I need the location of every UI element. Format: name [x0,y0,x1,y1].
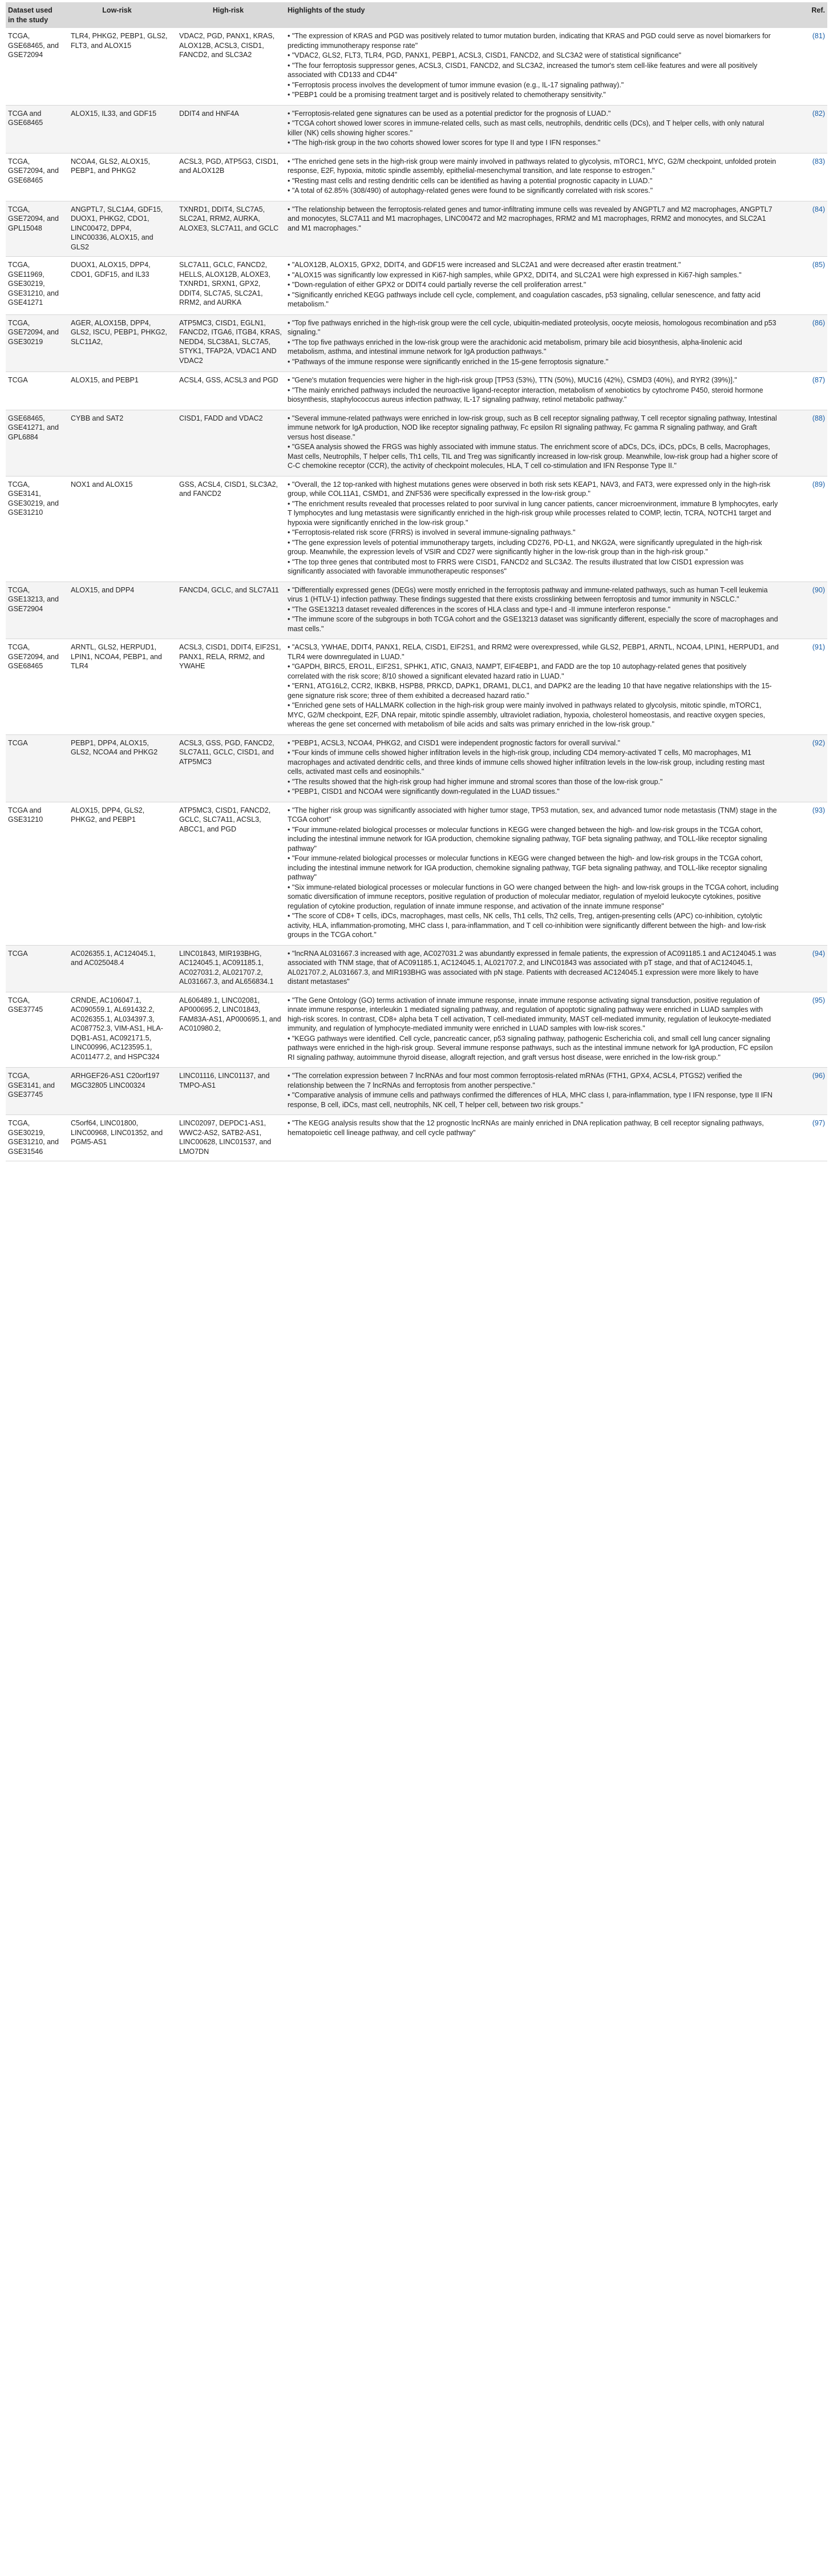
highlights-cell [285,945,782,992]
dataset-cell: TCGA, GSE13213, and GSE72904 [6,582,63,639]
highlight-item: • "The immune score of the subgroups in both TCGA cohort and the GSE13213 dataset was significantly different, especially the score of macrophages and mast cells." [288,615,779,633]
highlight-item: • "ACSL3, YWHAE, DDIT4, PANX1, RELA, CISD1, EIF2S1, and RRM2 were overexpressed, while GLS2, PEBP1, ARNTL, NCOA4, LPIN1, HERPUD1, and TLR4 were downregulated in LUAD." [288,643,779,661]
table-row [6,372,827,410]
reference-link[interactable]: (92) [782,734,827,802]
low-risk-cell: CYBB and SAT2 [63,410,171,476]
low-risk-cell: ALOX15, and DPP4 [63,582,171,639]
header-highlights: Highlights of the study [285,2,782,28]
reference-link[interactable]: (89) [782,476,827,582]
low-risk-cell: TLR4, PHKG2, PEBP1, GLS2, FLT3, and ALOX15 [63,28,171,105]
reference-link[interactable]: (90) [782,582,827,639]
table-body [6,28,827,1161]
low-risk-cell: ALOX15, DPP4, GLS2, PHKG2, and PEBP1 [63,802,171,945]
highlights-cell [285,1115,782,1161]
highlight-item: • "PEBP1 could be a promising treatment target and is positively related to chemotherapy sensitivity." [288,90,779,100]
high-risk-cell: ATP5MC3, CISD1, FANCD2, GCLC, SLC7A11, ACSL3, ABCC1, and PGD [171,802,285,945]
dataset-cell: TCGA [6,372,63,410]
header-ref: Ref. [782,2,827,28]
dataset-cell: TCGA [6,734,63,802]
high-risk-cell: GSS, ACSL4, CISD1, SLC3A2, and FANCD2 [171,476,285,582]
highlight-item: • "Comparative analysis of immune cells and pathways confirmed the differences of HLA, MHC class I, para-inflammation, type I IFN response, type II IFN response, B cell, iDCs, mast cell, neutrophils, NK cell, T helper cell, between two risk groups." [288,1091,779,1109]
high-risk-cell: LINC01116, LINC01137, and TMPO-AS1 [171,1068,285,1115]
reference-link[interactable]: (88) [782,410,827,476]
reference-link[interactable]: (97) [782,1115,827,1161]
reference-link[interactable]: (84) [782,201,827,257]
high-risk-cell: DDIT4 and HNF4A [171,105,285,153]
high-risk-cell: FANCD4, GCLC, and SLC7A11 [171,582,285,639]
highlights-cell [285,257,782,315]
highlight-item: • "VDAC2, GLS2, FLT3, TLR4, PGD, PANX1, PEBP1, ACSL3, CISD1, FANCD2, and SLC3A2 were of statistical significance" [288,51,779,60]
highlights-cell [285,992,782,1068]
highlight-item: • "ALOX15 was significantly low expressed in Ki67-high samples, while GPX2, DDIT4, and SLC2A1 were high expressed in Ki67-high samples." [288,270,779,280]
high-risk-cell: ACSL3, PGD, ATP5G3, CISD1, and ALOX12B [171,153,285,201]
high-risk-cell: ATP5MC3, CISD1, EGLN1, FANCD2, ITGA6, ITGB4, KRAS, NEDD4, SLC38A1, SLC7A5, STYK1, TFAP2A, VDAC1 AND VDAC2 [171,314,285,372]
dataset-cell: TCGA, GSE3141, and GSE37745 [6,1068,63,1115]
highlights-cell [285,582,782,639]
highlights-cell [285,802,782,945]
table-row [6,105,827,153]
highlight-item: • "The Gene Ontology (GO) terms activation of innate immune response, innate immune response activating signal transduction, positive regulation of innate immune response, interleukin 1 mediated signaling pathway, and regulation of apoptotic signaling pathway were enriched in LUAD samples with high-risk scores. In contrast, CD8+ alpha beta T cell activation, T cell-mediated immunity, MAST cell-mediated immunity, regulation of leukocyte-mediated immunity, and regulation of lymphocyte-mediated immunity were enriched in LUAD samples with low-risk scores." [288,996,779,1033]
dataset-cell: TCGA, GSE68465, and GSE72094 [6,28,63,105]
highlight-item: • "Several immune-related pathways were enriched in low-risk group, such as B cell receptor signaling pathway, T cell receptor signaling pathway, Intestinal immune network for IgA production, NOD like receptor signaling pathway, Fc epsilon RI signaling pathway, Fc gamma R signaling pathway, and Graft versus host disease." [288,414,779,442]
highlight-item: • "The top three genes that contributed most to FRRS were CISD1, FANCD2 and SLC3A2. The results illustrated that low CISD1 expression was significantly associated with favorable immunotherapeutic responses" [288,558,779,576]
reference-link[interactable]: (91) [782,639,827,735]
highlight-item: • "ALOX12B, ALOX15, GPX2, DDIT4, and GDF15 were increased and SLC2A1 and were decreased after erastin treatment." [288,260,779,270]
highlight-item: • "The KEGG analysis results show that the 12 prognostic lncRNAs are mainly enriched in DNA replication pathway, B cell receptor signaling pathways, hematopoietic cell lineage pathway, and cell cycle pathway" [288,1119,779,1137]
low-risk-cell: NCOA4, GLS2, ALOX15, PEBP1, and PHKG2 [63,153,171,201]
dataset-cell: GSE68465, GSE41271, and GPL6884 [6,410,63,476]
reference-link[interactable]: (87) [782,372,827,410]
table-row [6,257,827,315]
high-risk-cell: VDAC2, PGD, PANX1, KRAS, ALOX12B, ACSL3, CISD1, FANCD2, and SLC3A2 [171,28,285,105]
highlights-cell [285,105,782,153]
highlight-item: • "KEGG pathways were identified. Cell cycle, pancreatic cancer, p53 signaling pathway, pathogenic Escherichia coli, and small cell lung cancer signaling pathways were enriched in the high-risk group. Several immune response pathways, such as the intestinal immune network for IgA production, FC epsilon RI signaling pathway, autoimmune thyroid disease, allograft rejection, and graft versus host disease, were enriched in the low-risk group." [288,1034,779,1063]
highlight-item: • "GAPDH, BIRC5, ERO1L, EIF2S1, SPHK1, ATIC, GNAI3, NAMPT, EIF4EBP1, and FADD are the top 10 autophagy-related genes that positively correlated with the risk score; 8/10 showed a significant elevated hazard ratio in LUAD." [288,662,779,681]
reference-link[interactable]: (95) [782,992,827,1068]
study-table [6,2,827,1161]
highlight-item: • "The gene expression levels of potential immunotherapy targets, including CD276, PD-L1, and NKG2A, were significantly upregulated in the high-risk group. Meanwhile, the expression levels of VSIR and CD27 were significantly higher in the low-risk group than in the high-risk group." [288,538,779,557]
table-row [6,992,827,1068]
header-low-risk: Low-risk [63,2,171,28]
dataset-cell: TCGA, GSE30219, GSE31210, and GSE31546 [6,1115,63,1161]
highlight-item: • "Pathways of the immune response were significantly enriched in the 15-gene ferroptosis signature." [288,357,779,367]
highlight-item: • "Ferroptosis-related gene signatures can be used as a potential predictor for the prognosis of LUAD." [288,109,779,119]
high-risk-cell: LINC02097, DEPDC1-AS1, WWC2-AS2, SATB2-AS1, LINC00628, LINC01537, and LMO7DN [171,1115,285,1161]
highlight-item: • "ERN1, ATG16L2, CCR2, IKBKB, HSPB8, PRKCD, DAPK1, DRAM1, DLC1, and DAPK2 are the leading 10 that have negative relationships with the 15-gene signature risk score; three of them exhibited a decreased hazard ratio." [288,681,779,700]
highlights-cell [285,1068,782,1115]
table-row [6,476,827,582]
highlight-item: • "The four ferroptosis suppressor genes, ACSL3, CISD1, FANCD2, and SLC3A2, increased the tumor's stem cell-like features and were all positively associated with CD133 and CD44" [288,61,779,80]
table-row [6,153,827,201]
highlight-item: • "Six immune-related biological processes or molecular functions in GO were changed between the high- and low-risk groups in the TCGA cohort, including somatic diversification of immune receptors, positive regulation of production of molecular mediator, regulation of myeloid leukocyte cytokines, positive regulation of cytokine production, regulation of innate immune response, and activation of the innate immune response" [288,883,779,911]
table-row [6,410,827,476]
highlight-item: • "Differentially expressed genes (DEGs) were mostly enriched in the ferroptosis pathway and immune-related pathways, such as human T-cell leukemia virus 1 (HTLV-1) infection pathway. These findings suggested that there exists crosslinking between ferroptosis and tumor immunity in NSCLC." [288,586,779,604]
highlight-item: • "The enriched gene sets in the high-risk group were mainly involved in pathways related to glycolysis, mTORC1, MYC, G2/M checkpoint, unfolded protein response, E2F, hypoxia, mitotic spindle assembly, epithelial-mesenchymal transition, and late response to estrogen." [288,157,779,176]
highlight-item: • "The results showed that the high-risk group had higher immune and stromal scores than those of the low-risk group." [288,777,779,787]
highlight-item: • "Down-regulation of either GPX2 or DDIT4 could partially reverse the cell proliferation arrest." [288,280,779,290]
highlights-cell [285,372,782,410]
highlight-item: • "TCGA cohort showed lower scores in immune-related cells, such as mast cells, neutrophils, dendritic cells (DCs), and T helper cells, with only natural killer (NK) cells showing higher scores." [288,119,779,138]
table-row [6,28,827,105]
highlight-item: • "PEBP1, CISD1 and NCOA4 were significantly down-regulated in the LUAD tissues." [288,787,779,797]
high-risk-cell: ACSL4, GSS, ACSL3 and PGD [171,372,285,410]
highlight-item: • "The higher risk group was significantly associated with higher tumor stage, TP53 mutation, sex, and advanced tumor node metastasis (TNM) stage in the TCGA cohort" [288,806,779,825]
reference-link[interactable]: (85) [782,257,827,315]
dataset-cell: TCGA and GSE68465 [6,105,63,153]
highlights-cell [285,28,782,105]
highlight-item: • "The expression of KRAS and PGD was positively related to tumor mutation burden, indicating that KRAS and PGD could serve as novel biomarkers for predicting immunotherapy response rate" [288,31,779,50]
highlight-item: • "Enriched gene sets of HALLMARK collection in the high-risk group were mainly involved in pathways related to glycolysis, mitotic spindle, mTORC1, MYC, G2/M checkpoint, E2F, DNA repair, mitotic spindle assembly, ultraviolet radiation, hypoxia, cholesterol homeostasis, and reactive oxygen species, whereas the gene set concerned with metabolism of bile acids and salts was primary enriched in the low-risk group." [288,701,779,729]
low-risk-cell: NOX1 and ALOX15 [63,476,171,582]
header-dataset: Dataset used in the study [6,2,63,28]
dataset-cell: TCGA and GSE31210 [6,802,63,945]
dataset-cell: TCGA [6,945,63,992]
table-row [6,945,827,992]
dataset-cell: TCGA, GSE72094, and GPL15048 [6,201,63,257]
highlights-cell [285,201,782,257]
reference-link[interactable]: (83) [782,153,827,201]
low-risk-cell: ARNTL, GLS2, HERPUD1, LPIN1, NCOA4, PEBP1, and TLR4 [63,639,171,735]
highlight-item: • "PEBP1, ACSL3, NCOA4, PHKG2, and CISD1 were independent prognostic factors for overall survival." [288,738,779,748]
highlight-item: • "Significantly enriched KEGG pathways include cell cycle, complement, and coagulation cascades, p53 signaling, cellular senescence, and fatty acid metabolism." [288,290,779,309]
dataset-cell: TCGA, GSE11969, GSE30219, GSE31210, and GSE41271 [6,257,63,315]
highlight-item: • "The enrichment results revealed that processes related to poor survival in lung cancer patients, cancer microenvironment, immature B lymphocytes, early T lymphocytes and lung metastasis were significantly enriched in the high-risk group while processes related to COMP, lectin, TCRA, NOTCH1 target and hypoxia were significantly enriched in the low-risk group." [288,499,779,528]
reference-link[interactable]: (96) [782,1068,827,1115]
reference-link[interactable]: (81) [782,28,827,105]
high-risk-cell: LINC01843, MIR193BHG, AC124045.1, AC091185.1, AC027031.2, AL021707.2, AL031667.3, and AL656834.1 [171,945,285,992]
highlights-cell [285,314,782,372]
reference-link[interactable]: (94) [782,945,827,992]
table-row [6,1115,827,1161]
highlight-item: • "Four immune-related biological processes or molecular functions in KEGG were changed between the high- and low-risk groups in the TCGA cohort, including the intestinal immune network for IGA production, chemokine signaling pathway, TGF beta signaling pathway, and TOLL-like receptor signaling pathway" [288,825,779,854]
highlight-item: • "The top five pathways enriched in the low-risk group were the arachidonic acid metabolism, primary bile acid biosynthesis, alpha-linolenic acid metabolism, asthma, and intestinal immune network for IgA production pathways." [288,338,779,357]
highlight-item: • "The correlation expression between 7 lncRNAs and four most common ferroptosis-related mRNAs (FTH1, GPX4, ACSL4, PTGS2) verified the relationship between the 7 lncRNAs and ferroptosis from another perspective." [288,1071,779,1090]
dataset-cell: TCGA, GSE3141, GSE30219, and GSE31210 [6,476,63,582]
highlight-item: • "A total of 62.85% (308/490) of autophagy-related genes were found to be significantly correlated with risk scores." [288,186,779,196]
highlights-cell [285,734,782,802]
highlight-item: • "The score of CD8+ T cells, iDCs, macrophages, mast cells, NK cells, Th1 cells, Th2 cells, Treg, antigen-presenting cells (APC) co-inhibition, cytolytic activity, HLA, inflammation-promoting, MHC class I, para-inflammation, and T cell co-inhibition were significantly different between the high- and low-risk groups in the TCGA cohort." [288,911,779,940]
low-risk-cell: CRNDE, AC106047.1, AC090559.1, AL691432.2, AC026355.1, AL034397.3, AC087752.3, VIM-AS1, HLA-DQB1-AS1, AC092171.5, LINC00996, AC123595.1, AC011477.2, and HSPC324 [63,992,171,1068]
highlight-item: • "GSEA analysis showed the FRGS was highly associated with immune status. The enrichment score of aDCs, DCs, iDCs, pDCs, B cells, Macrophages, Mast cells, Neutrophils, T helper cells, Th1 cells, TIL and Treg was significantly increased in low-risk group. Meanwhile, low-risk group had a higher score of C-C chemokine receptor (CCR), the activity of checkpoint molecules, HLA, T cell co-stimulation and IFN Response Type II." [288,442,779,471]
table-row [6,582,827,639]
highlight-item: • "Four immune-related biological processes or molecular functions in KEGG were changed between the high- and low-risk groups in the TCGA cohort, including the intestinal immune network for IGA production, chemokine signaling pathway, TGF beta signaling pathway, and TOLL-like receptor signaling pathway" [288,854,779,882]
low-risk-cell: ALOX15, IL33, and GDF15 [63,105,171,153]
header-high-risk: High-risk [171,2,285,28]
highlight-item: • "Ferroptosis process involves the development of tumor immune evasion (e.g., IL-17 signaling pathway)." [288,80,779,90]
table-row [6,639,827,735]
table-row [6,201,827,257]
table-row [6,802,827,945]
reference-link[interactable]: (86) [782,314,827,372]
highlight-item: • "Four kinds of immune cells showed higher infiltration levels in the high-risk group, including CD4 memory-activated T cells, M0 macrophages, M1 macrophages and activated dendritic cells, and three kinds of immune cells showed higher infiltration levels in the low-risk group, including resting mast cells, activated mast cells and eosinophils." [288,748,779,777]
high-risk-cell: SLC7A11, GCLC, FANCD2, HELLS, ALOX12B, ALOXE3, TXNRD1, SRXN1, GPX2, DDIT4, SLC7A5, SLC2A1, RRM2, and AURKA [171,257,285,315]
highlight-item: • "The high-risk group in the two cohorts showed lower scores for type II and type I IFN responses." [288,138,779,148]
highlight-item: • "Top five pathways enriched in the high-risk group were the cell cycle, ubiquitin-mediated proteolysis, oocyte meiosis, homologous recombination and p53 signaling." [288,318,779,337]
high-risk-cell: CISD1, FADD and VDAC2 [171,410,285,476]
highlight-item: • "The mainly enriched pathways included the neuroactive ligand-receptor interaction, metabolism of xenobiotics by cytochrome P450, steroid hormone biosynthesis, staphylococcus aureus infection pathway, IL-17 signaling pathway, retinol metabolic pathway." [288,386,779,405]
dataset-cell: TCGA, GSE37745 [6,992,63,1068]
reference-link[interactable]: (93) [782,802,827,945]
low-risk-cell: ARHGEF26-AS1 C20orf197 MGC32805 LINC00324 [63,1068,171,1115]
low-risk-cell: AGER, ALOX15B, DPP4, GLS2, ISCU, PEBP1, PHKG2, SLC11A2, [63,314,171,372]
highlights-cell [285,153,782,201]
highlight-item: • "Overall, the 12 top-ranked with highest mutations genes were observed in both risk sets KEAP1, NAV3, and FAT3, were expressed only in the high-risk group, while COL11A1, CSMD1, and ZNF536 were specifically expressed in the low-risk group." [288,480,779,499]
dataset-cell: TCGA, GSE72094, and GSE30219 [6,314,63,372]
high-risk-cell: ACSL3, GSS, PGD, FANCD2, SLC7A11, GCLC, CISD1, and ATP5MC3 [171,734,285,802]
highlight-item: • "Resting mast cells and resting dendritic cells can be identified as having a potential prognostic capacity in LUAD." [288,176,779,186]
highlights-cell [285,410,782,476]
table-row [6,314,827,372]
highlight-item: • "Gene's mutation frequencies were higher in the high-risk group [TP53 (53%), TTN (50%), MUC16 (42%), CSMD3 (40%), and RYR2 (39%)]." [288,376,779,385]
dataset-cell: TCGA, GSE72094, and GSE68465 [6,153,63,201]
dataset-cell: TCGA, GSE72094, and GSE68465 [6,639,63,735]
low-risk-cell: C5orf64, LINC01800, LINC00968, LINC01352, and PGM5-AS1 [63,1115,171,1161]
low-risk-cell: DUOX1, ALOX15, DPP4, CDO1, GDF15, and IL33 [63,257,171,315]
low-risk-cell: ALOX15, and PEBP1 [63,372,171,410]
high-risk-cell: AL606489.1, LINC02081, AP000695.2, LINC01843, FAM83A-AS1, AP000695.1, and AC010980.2, [171,992,285,1068]
table-row [6,734,827,802]
low-risk-cell: PEBP1, DPP4, ALOX15, GLS2, NCOA4 and PHKG2 [63,734,171,802]
low-risk-cell: ANGPTL7, SLC1A4, GDF15, DUOX1, PHKG2, CDO1, LINC00472, DPP4, LINC00336, ALOX15, and GLS2 [63,201,171,257]
high-risk-cell: TXNRD1, DDIT4, SLC7A5, SLC2A1, RRM2, AURKA, ALOXE3, SLC7A11, and GCLC [171,201,285,257]
low-risk-cell: AC026355.1, AC124045.1, and AC025048.4 [63,945,171,992]
header-row [6,2,827,28]
highlight-item: • "lncRNA AL031667.3 increased with age, AC027031.2 was abundantly expressed in female patients, the expression of AC091185.1 and AC124045.1 was associated with TNM stage, that of AC091185.1, AC124045.1, AL021707.2, and LINC01843 was associated with pT stage, and that of AC124045.1, AL021707.2, AL031667.3, and MIR193BHG was associated with pN stage. Patients with decreased AC124045.1 expression were more likely to have distant metastases" [288,949,779,987]
highlights-cell [285,476,782,582]
highlight-item: • "Ferroptosis-related risk score (FRRS) is involved in several immune-signaling pathways." [288,528,779,538]
reference-link[interactable]: (82) [782,105,827,153]
high-risk-cell: ACSL3, CISD1, DDIT4, EIF2S1, PANX1, RELA, RRM2, and YWAHE [171,639,285,735]
highlight-item: • "The relationship between the ferroptosis-related genes and tumor-infiltrating immune cells was revealed by ANGPTL7 and M2 macrophages, ANGPTL7 and monocytes, SLC7A11 and M1 macrophages, LINC00472 and M2 macrophages, RRM2 and M1 macrophages, RRM2 and monocytes, and SLC2A1 and M1 macrophages." [288,205,779,233]
table-row [6,1068,827,1115]
highlight-item: • "The GSE13213 dataset revealed differences in the scores of HLA class and type-I and -II immune interferon response." [288,605,779,615]
highlights-cell [285,639,782,735]
